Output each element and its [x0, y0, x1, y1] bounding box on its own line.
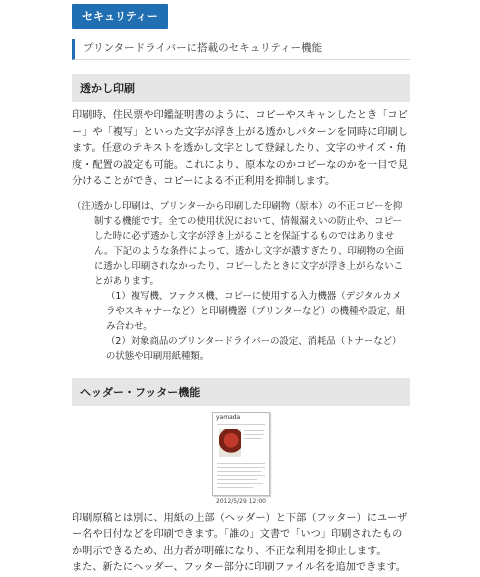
note-mark: （注）	[72, 200, 101, 212]
watermark-body: 印刷時、住民票や印鑑証明書のように、コピーやスキャンしたとき「コピー」や「複写」といった文字が浮き上がる透かしパターンを同時に印刷します。任意のテキストを透かし文字として登録したり、文字のサイズ・角度・配置の設定も可能。これにより、原本なのかコピーなのかを一目で見分けることができ、コピーによる不正利用を抑制します。	[72, 110, 408, 187]
watermark-heading: 透かし印刷	[72, 74, 410, 102]
header-footer-heading: ヘッダー・フッター機能	[72, 378, 410, 406]
sample-page-image	[212, 412, 270, 496]
header-footer-body-2: また、新たにヘッダー、フッター部分に印刷ファイル名を追加できます。	[72, 562, 407, 573]
header-footer-body: 印刷原稿とは別に、用紙の上部（ヘッダー）と下部（フッター）にユーザー名や日付などを印刷できます。「誰の」文書で「いつ」印刷されたものか明示できるため、出力者が明確になり、不正な利用を抑止します。	[72, 512, 408, 557]
section-tag: セキュリティー	[72, 4, 168, 29]
watermark-note	[72, 199, 410, 364]
lead-title: プリンタードライバーに搭載のセキュリティー機能	[72, 39, 410, 60]
sample-header-text: yamada	[216, 413, 241, 421]
note-text: 透かし印刷は、プリンターから印刷した印刷物（原本）の不正コピーを抑制する機能です。全ての使用状況において、情報漏えいの防止や、コピーした時に必ず透かし文字が浮き上がることを保証するものではありません。下記のような条件によって、透かし文字が濃すぎたり、印刷物の全面に透かし印刷されなかったり、コピーしたときに文字が浮き上がらないことがあります。	[94, 200, 404, 287]
note-condition-2: （2）対象商品のプリンタードライバーの設定、消耗品（トナーなど）の状態や印刷用紙種類。	[106, 335, 402, 362]
note-condition-1: （1）複写機、ファクス機、コピーに使用する入力機器（デジタルカメラやスキャナーなど）と印刷機器（プリンターなど）の機種や設定、組み合わせ。	[106, 290, 406, 332]
sample-printout-figure	[72, 412, 410, 505]
sample-footer-text: 2012/5/29 12:00	[216, 497, 266, 505]
sample-photo	[219, 429, 241, 457]
content	[72, 0, 410, 577]
